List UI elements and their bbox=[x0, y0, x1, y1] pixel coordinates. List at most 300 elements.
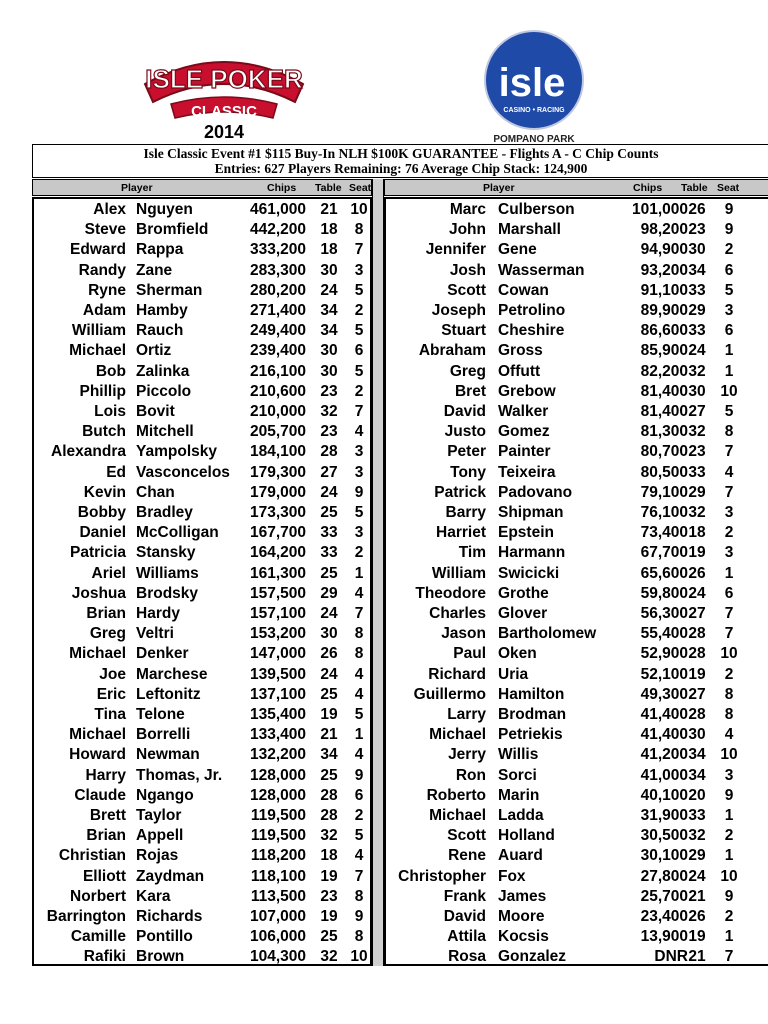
table-row bbox=[386, 685, 768, 705]
last-name: James bbox=[498, 887, 547, 905]
last-name: Auard bbox=[498, 847, 543, 865]
table-number: 21 bbox=[320, 726, 338, 744]
table-number: 29 bbox=[688, 302, 706, 319]
last-name: Brodsky bbox=[136, 584, 199, 602]
table-number: 25 bbox=[320, 685, 338, 703]
chip-count: DNR bbox=[654, 948, 688, 966]
table-row bbox=[386, 240, 768, 260]
table-number: 30 bbox=[688, 241, 706, 259]
first-name: Ed bbox=[106, 463, 126, 481]
chip-count: 216,100 bbox=[249, 362, 306, 380]
isle-wordmark: isle bbox=[498, 61, 566, 105]
table-number: 32 bbox=[688, 827, 706, 845]
last-name: Marchese bbox=[136, 665, 208, 683]
table-number: 19 bbox=[688, 544, 706, 562]
chip-count: 76,100 bbox=[640, 504, 688, 521]
table-number: 24 bbox=[688, 342, 706, 360]
chip-count: 161,300 bbox=[249, 564, 306, 582]
table-row bbox=[34, 483, 370, 503]
table-number: 29 bbox=[688, 847, 706, 865]
last-name: Holland bbox=[498, 827, 555, 845]
first-name: Claude bbox=[74, 786, 126, 804]
first-name: Butch bbox=[82, 423, 126, 441]
last-name: Uria bbox=[498, 665, 529, 683]
chip-count: 283,300 bbox=[249, 261, 306, 279]
table-number: 24 bbox=[320, 665, 338, 683]
first-name: Attila bbox=[447, 928, 486, 946]
last-name: Newman bbox=[136, 746, 200, 764]
table-number: 18 bbox=[320, 847, 338, 865]
table-row bbox=[386, 200, 768, 220]
seat-number: 1 bbox=[724, 847, 734, 865]
first-name: Barry bbox=[445, 504, 486, 521]
chip-count: 173,300 bbox=[249, 504, 306, 521]
seat-number: 4 bbox=[354, 584, 364, 602]
first-name: Theodore bbox=[415, 584, 486, 602]
col-seat: Seat bbox=[717, 182, 740, 194]
table-row bbox=[34, 907, 370, 927]
first-name: Josh bbox=[449, 261, 486, 279]
col-seat: Seat bbox=[349, 182, 372, 194]
table-row bbox=[386, 604, 768, 624]
table-number: 19 bbox=[688, 928, 706, 946]
table-row bbox=[34, 442, 370, 462]
last-name: Richards bbox=[136, 908, 203, 925]
seat-number: 7 bbox=[354, 403, 364, 420]
table-number: 23 bbox=[320, 887, 338, 905]
seat-number: 6 bbox=[724, 261, 734, 279]
last-name: Offutt bbox=[498, 362, 541, 380]
chip-count: 153,200 bbox=[249, 625, 306, 643]
seat-number: 1 bbox=[724, 564, 734, 582]
chip-count: 280,200 bbox=[249, 281, 306, 299]
table-number: 26 bbox=[688, 564, 706, 582]
chip-count: 135,400 bbox=[249, 706, 306, 723]
table-number: 19 bbox=[320, 867, 338, 885]
last-name: Rojas bbox=[136, 847, 179, 865]
event-title: Isle Classic Event #1 $115 Buy-In NLH $100K GUARANTEE - Flights A - C Chip Counts bbox=[143, 146, 659, 161]
right-column-header bbox=[384, 179, 768, 196]
last-name: Willis bbox=[498, 746, 539, 764]
chip-count: 52,100 bbox=[640, 665, 688, 683]
chip-count: 164,200 bbox=[249, 544, 306, 562]
first-name: Guillermo bbox=[413, 685, 486, 703]
table-row bbox=[34, 523, 370, 543]
first-name: Abraham bbox=[418, 342, 486, 360]
first-name: Rene bbox=[448, 847, 486, 865]
table-row bbox=[386, 624, 768, 644]
seat-number: 7 bbox=[354, 605, 364, 622]
table-row bbox=[386, 887, 768, 907]
chip-count: 59,800 bbox=[640, 584, 688, 602]
table-row bbox=[386, 665, 768, 685]
table-row bbox=[34, 766, 370, 786]
last-name: Ladda bbox=[498, 807, 544, 824]
last-name: Shipman bbox=[498, 504, 564, 521]
seat-number: 4 bbox=[354, 423, 364, 441]
logo-subtitle-text: CLASSIC bbox=[191, 103, 257, 120]
chip-count: 13,900 bbox=[640, 928, 688, 946]
table-number: 32 bbox=[320, 403, 338, 420]
first-name: Bret bbox=[454, 382, 486, 400]
table-number: 32 bbox=[688, 504, 706, 521]
seat-number: 7 bbox=[724, 948, 734, 966]
seat-number: 10 bbox=[720, 867, 738, 885]
chip-count: 73,400 bbox=[640, 524, 688, 542]
first-name: Frank bbox=[443, 887, 486, 905]
first-name: Jennifer bbox=[425, 241, 486, 259]
seat-number: 8 bbox=[354, 645, 364, 663]
chip-count: 333,200 bbox=[249, 241, 306, 259]
first-name: Tina bbox=[94, 706, 126, 723]
seat-number: 9 bbox=[724, 221, 734, 239]
last-name: Harmann bbox=[498, 544, 566, 562]
seat-number: 8 bbox=[724, 706, 734, 723]
table-number: 23 bbox=[320, 423, 338, 441]
table-number: 23 bbox=[320, 382, 338, 400]
table-number: 30 bbox=[320, 362, 338, 380]
table-number: 28 bbox=[688, 645, 706, 663]
chip-count: 41,400 bbox=[640, 726, 688, 744]
chip-count: 23,400 bbox=[640, 908, 688, 925]
left-chip-count-table bbox=[32, 197, 372, 966]
first-name: Brian bbox=[86, 605, 126, 622]
last-name: Telone bbox=[136, 706, 185, 723]
seat-number: 4 bbox=[724, 463, 734, 481]
table-row bbox=[386, 705, 768, 725]
first-name: Michael bbox=[69, 726, 126, 744]
chip-count: 80,500 bbox=[640, 463, 688, 481]
last-name: Kocsis bbox=[498, 928, 549, 946]
seat-number: 9 bbox=[354, 483, 364, 501]
chip-count: 113,500 bbox=[250, 887, 306, 905]
table-row bbox=[386, 301, 768, 321]
last-name: Borrelli bbox=[136, 726, 191, 744]
first-name: Randy bbox=[78, 261, 126, 279]
first-name: Christopher bbox=[398, 867, 486, 885]
last-name: Hardy bbox=[136, 605, 180, 622]
first-name: Ron bbox=[455, 766, 486, 784]
last-name: Rappa bbox=[136, 241, 184, 259]
first-name: Brett bbox=[89, 807, 126, 824]
table-row bbox=[386, 846, 768, 866]
table-number: 28 bbox=[688, 625, 706, 643]
chip-count: 94,900 bbox=[640, 241, 688, 259]
chip-count: 40,100 bbox=[640, 786, 688, 804]
last-name: Zalinka bbox=[136, 362, 190, 380]
table-number: 18 bbox=[688, 524, 706, 542]
first-name: Harry bbox=[85, 766, 126, 784]
first-name: Lois bbox=[94, 403, 126, 420]
last-name: Oken bbox=[498, 645, 537, 663]
last-name: Cowan bbox=[498, 281, 549, 299]
first-name: Tim bbox=[458, 544, 486, 562]
seat-number: 6 bbox=[724, 322, 734, 340]
table-number: 33 bbox=[688, 463, 706, 481]
table-number: 34 bbox=[320, 322, 338, 340]
table-row bbox=[34, 887, 370, 907]
first-name: Eric bbox=[96, 685, 126, 703]
seat-number: 8 bbox=[354, 221, 364, 239]
column-separator bbox=[372, 179, 384, 966]
table-number: 34 bbox=[320, 302, 338, 319]
table-row bbox=[34, 362, 370, 382]
last-name: Padovano bbox=[498, 483, 573, 501]
table-number: 28 bbox=[320, 786, 338, 804]
first-name: Joshua bbox=[71, 584, 126, 602]
first-name: Alexandra bbox=[51, 443, 126, 461]
first-name: Ariel bbox=[91, 564, 126, 582]
table-row bbox=[34, 240, 370, 260]
table-number: 32 bbox=[320, 827, 338, 845]
table-row bbox=[34, 806, 370, 826]
last-name: McColligan bbox=[136, 524, 219, 542]
first-name: Harriet bbox=[436, 524, 486, 542]
first-name: Bob bbox=[95, 362, 126, 380]
chip-count: 157,500 bbox=[249, 584, 306, 602]
first-name: Rafiki bbox=[83, 948, 126, 966]
table-row bbox=[34, 503, 370, 523]
seat-number: 1 bbox=[724, 807, 734, 824]
last-name: Kara bbox=[136, 887, 171, 905]
table-row bbox=[34, 685, 370, 705]
chip-count: 65,600 bbox=[640, 564, 688, 582]
first-name: John bbox=[448, 221, 486, 239]
table-number: 28 bbox=[320, 443, 338, 461]
table-row bbox=[34, 786, 370, 806]
first-name: Adam bbox=[82, 302, 126, 319]
table-number: 27 bbox=[688, 605, 706, 622]
table-row bbox=[34, 463, 370, 483]
first-name: Greg bbox=[449, 362, 486, 380]
table-row bbox=[34, 846, 370, 866]
first-name: Ryne bbox=[88, 281, 126, 299]
first-name: David bbox=[443, 403, 486, 420]
last-name: Petrolino bbox=[498, 302, 566, 319]
first-name: Justo bbox=[444, 423, 486, 441]
chip-count: 461,000 bbox=[249, 201, 306, 218]
seat-number: 5 bbox=[724, 403, 734, 420]
last-name: Leftonitz bbox=[136, 685, 201, 703]
table-number: 34 bbox=[320, 746, 338, 764]
table-number: 33 bbox=[320, 544, 338, 562]
last-name: Sorci bbox=[498, 766, 537, 784]
last-name: Marshall bbox=[498, 221, 561, 239]
table-row bbox=[34, 826, 370, 846]
last-name: Stansky bbox=[136, 544, 196, 562]
isle-location: POMPANO PARK bbox=[493, 134, 575, 145]
chip-count: 49,300 bbox=[640, 685, 688, 703]
last-name: Nguyen bbox=[136, 201, 193, 218]
last-name: Sherman bbox=[136, 281, 203, 299]
table-number: 27 bbox=[688, 403, 706, 420]
table-row bbox=[34, 624, 370, 644]
seat-number: 3 bbox=[354, 524, 364, 542]
table-number: 19 bbox=[320, 908, 338, 925]
first-name: William bbox=[431, 564, 486, 582]
seat-number: 4 bbox=[354, 665, 364, 683]
last-name: Epstein bbox=[498, 524, 554, 542]
chip-count: 107,000 bbox=[249, 908, 306, 925]
table-row bbox=[386, 564, 768, 584]
table-row bbox=[34, 402, 370, 422]
seat-number: 10 bbox=[720, 382, 738, 400]
first-name: Peter bbox=[447, 443, 486, 461]
seat-number: 7 bbox=[724, 483, 734, 501]
seat-number: 10 bbox=[720, 645, 738, 663]
seat-number: 5 bbox=[354, 281, 364, 299]
seat-number: 3 bbox=[724, 544, 734, 562]
seat-number: 10 bbox=[350, 948, 368, 966]
seat-number: 3 bbox=[354, 443, 364, 461]
table-row bbox=[34, 564, 370, 584]
chip-count: 205,700 bbox=[249, 423, 306, 441]
seat-number: 2 bbox=[724, 241, 734, 259]
table-row bbox=[34, 422, 370, 442]
chip-count: 118,100 bbox=[250, 867, 306, 885]
chip-count: 67,700 bbox=[640, 544, 688, 562]
first-name: Edward bbox=[70, 241, 126, 259]
table-number: 30 bbox=[688, 382, 706, 400]
table-number: 30 bbox=[320, 625, 338, 643]
col-table: Table bbox=[315, 182, 342, 194]
seat-number: 4 bbox=[724, 726, 734, 744]
last-name: Moore bbox=[498, 908, 545, 925]
table-row bbox=[386, 261, 768, 281]
table-number: 33 bbox=[320, 524, 338, 542]
table-number: 19 bbox=[688, 665, 706, 683]
seat-number: 7 bbox=[724, 625, 734, 643]
table-row bbox=[34, 947, 370, 967]
chip-count: 210,000 bbox=[249, 403, 306, 420]
table-number: 28 bbox=[688, 706, 706, 723]
last-name: Bovit bbox=[136, 403, 175, 420]
first-name: Roberto bbox=[426, 786, 486, 804]
table-row bbox=[34, 584, 370, 604]
first-name: Greg bbox=[89, 625, 126, 643]
table-number: 20 bbox=[688, 786, 706, 804]
event-header bbox=[32, 144, 768, 178]
first-name: Richard bbox=[428, 665, 486, 683]
seat-number: 3 bbox=[724, 504, 734, 521]
table-row bbox=[386, 826, 768, 846]
table-number: 21 bbox=[320, 201, 338, 218]
table-number: 26 bbox=[688, 201, 706, 218]
table-number: 24 bbox=[320, 605, 338, 622]
chip-count: 442,200 bbox=[249, 221, 306, 239]
col-chips: Chips bbox=[267, 182, 297, 194]
first-name: Camille bbox=[70, 928, 126, 946]
first-name: Michael bbox=[429, 726, 486, 744]
seat-number: 6 bbox=[354, 786, 364, 804]
last-name: Brown bbox=[136, 948, 185, 966]
table-number: 25 bbox=[320, 766, 338, 784]
first-name: David bbox=[443, 908, 486, 925]
first-name: Michael bbox=[69, 342, 126, 360]
table-number: 29 bbox=[688, 483, 706, 501]
chip-count: 41,400 bbox=[640, 706, 688, 723]
last-name: Bradley bbox=[136, 504, 193, 521]
table-row bbox=[386, 483, 768, 503]
last-name: Glover bbox=[498, 605, 548, 622]
last-name: Veltri bbox=[136, 625, 174, 643]
seat-number: 5 bbox=[354, 322, 364, 340]
chip-count: 118,200 bbox=[250, 847, 306, 865]
table-row bbox=[386, 947, 768, 967]
first-name: Stuart bbox=[441, 322, 486, 340]
table-number: 32 bbox=[320, 948, 338, 966]
seat-number: 10 bbox=[350, 201, 368, 218]
table-row bbox=[386, 907, 768, 927]
first-name: Scott bbox=[447, 827, 486, 845]
first-name: Barrington bbox=[46, 908, 126, 925]
table-number: 23 bbox=[688, 221, 706, 239]
table-row bbox=[386, 442, 768, 462]
table-number: 26 bbox=[688, 908, 706, 925]
table-row bbox=[386, 867, 768, 887]
seat-number: 4 bbox=[354, 847, 364, 865]
last-name: Chan bbox=[136, 483, 175, 501]
last-name: Walker bbox=[498, 403, 549, 420]
chip-count: 82,200 bbox=[640, 362, 688, 380]
table-row bbox=[34, 281, 370, 301]
logo-title-text: ISLE POKER bbox=[145, 64, 303, 94]
first-name: Michael bbox=[69, 645, 126, 663]
table-row bbox=[386, 806, 768, 826]
table-number: 33 bbox=[688, 322, 706, 340]
first-name: Elliott bbox=[82, 867, 126, 885]
table-row bbox=[386, 523, 768, 543]
table-number: 26 bbox=[320, 645, 338, 663]
seat-number: 3 bbox=[354, 261, 364, 279]
chip-count: 52,900 bbox=[640, 645, 688, 663]
chip-count: 31,900 bbox=[640, 807, 688, 824]
chip-count: 81,400 bbox=[640, 403, 688, 420]
col-table: Table bbox=[681, 182, 708, 194]
table-row bbox=[386, 463, 768, 483]
table-row bbox=[386, 543, 768, 563]
table-row bbox=[34, 927, 370, 947]
col-player: Player bbox=[121, 182, 153, 194]
col-player: Player bbox=[483, 182, 515, 194]
last-name: Taylor bbox=[136, 807, 182, 824]
table-row bbox=[386, 281, 768, 301]
table-number: 30 bbox=[320, 342, 338, 360]
table-row bbox=[34, 200, 370, 220]
table-row bbox=[34, 705, 370, 725]
table-row bbox=[386, 362, 768, 382]
seat-number: 8 bbox=[354, 887, 364, 905]
table-row bbox=[34, 604, 370, 624]
chip-count: 101,000 bbox=[631, 201, 688, 218]
chip-count: 30,100 bbox=[640, 847, 688, 865]
seat-number: 8 bbox=[354, 625, 364, 643]
chip-count: 133,400 bbox=[249, 726, 306, 744]
table-number: 24 bbox=[320, 281, 338, 299]
chip-count: 85,900 bbox=[640, 342, 688, 360]
first-name: Paul bbox=[453, 645, 486, 663]
seat-number: 9 bbox=[354, 908, 364, 925]
first-name: Patrick bbox=[434, 483, 486, 501]
first-name: Howard bbox=[69, 746, 126, 764]
table-number: 24 bbox=[688, 584, 706, 602]
chip-count: 27,800 bbox=[640, 867, 688, 885]
logo-year-text: 2014 bbox=[203, 122, 245, 142]
table-number: 32 bbox=[688, 362, 706, 380]
table-number: 33 bbox=[688, 281, 706, 299]
first-name: William bbox=[71, 322, 126, 340]
seat-number: 9 bbox=[354, 766, 364, 784]
